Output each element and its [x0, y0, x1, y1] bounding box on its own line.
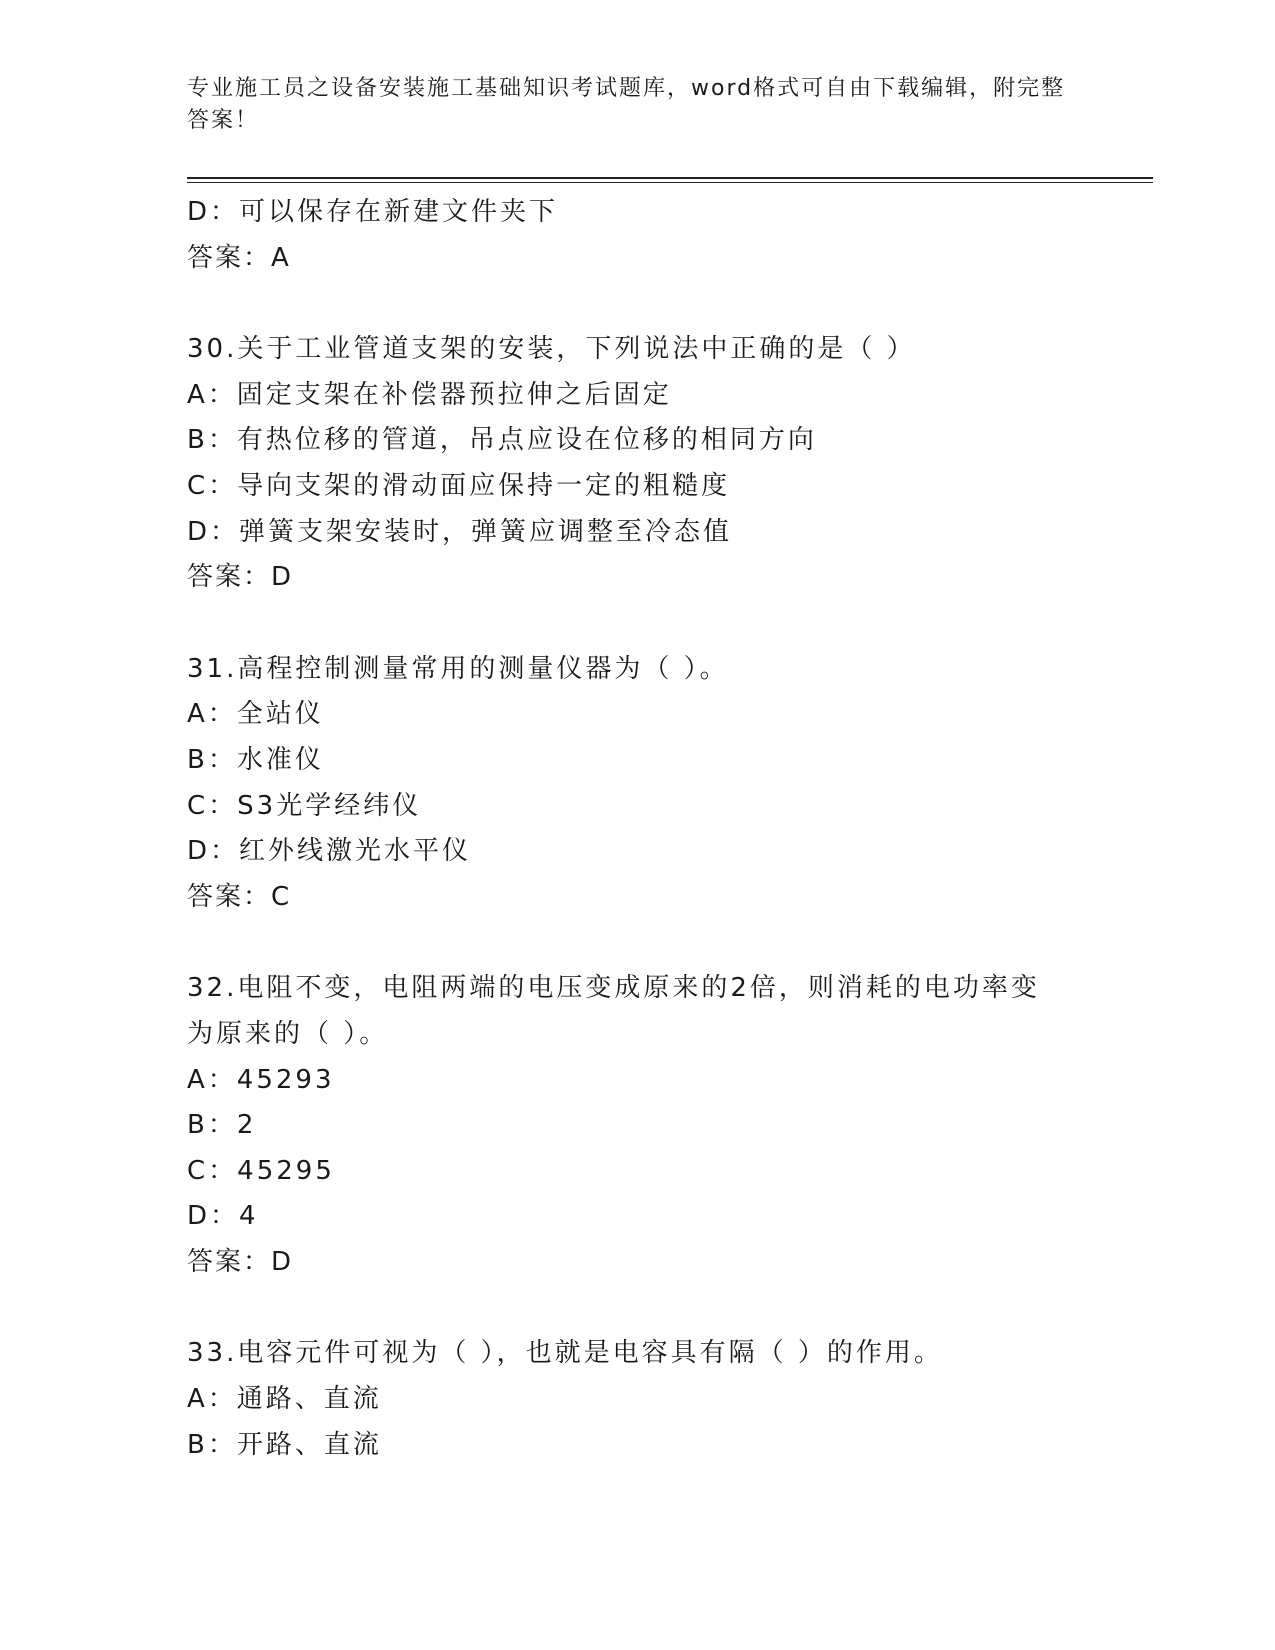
option-line: C：S3光学经纬仪 — [187, 790, 422, 821]
block-spacer — [187, 601, 1147, 647]
option-line: B：2 — [187, 1110, 257, 1141]
block-spacer — [187, 281, 1147, 327]
question-content — [187, 190, 1147, 1468]
option-line: A：固定支架在补偿器预拉伸之后固定 — [187, 379, 672, 410]
question-block — [187, 966, 1147, 1285]
option-line: D：4 — [187, 1201, 259, 1232]
question-stem: 33.电容元件可视为（ ），也就是电容具有隔（ ）的作用。 — [187, 1338, 943, 1369]
header-text: 专业施工员之设备安装施工基础知识考试题库，word格式可自由下载编辑，附完整答案！ — [187, 76, 1066, 133]
option-line: D：可以保存在新建文件夹下 — [187, 197, 559, 227]
question-block — [187, 1331, 1147, 1468]
block-spacer — [187, 920, 1147, 966]
option-line: D：弹簧支架安装时，弹簧应调整至冷态值 — [187, 516, 733, 547]
answer-line: 答案：A — [187, 242, 291, 273]
question-stem: 31.高程控制测量常用的测量仪器为（ ）。 — [187, 653, 729, 684]
block-spacer — [187, 1285, 1147, 1331]
header-divider-thin — [187, 182, 1153, 183]
answer-line: 答案：D — [187, 562, 294, 593]
option-line: B：水准仪 — [187, 744, 324, 775]
answer-line: 答案：C — [187, 881, 292, 912]
option-line: A：全站仪 — [187, 699, 324, 730]
option-line: C：导向支架的滑动面应保持一定的粗糙度 — [187, 470, 731, 501]
answer-line: 答案：D — [187, 1246, 294, 1277]
question-stem: 32.电阻不变，电阻两端的电压变成原来的2倍，则消耗的电功率变为原来的（ ）。 — [187, 973, 1040, 1049]
header-divider — [187, 177, 1153, 179]
option-line: C：45295 — [187, 1155, 335, 1186]
option-line: B：开路、直流 — [187, 1429, 382, 1460]
question-block — [187, 647, 1147, 921]
document-header — [187, 73, 1087, 137]
option-line: A：通路、直流 — [187, 1384, 382, 1415]
option-line: D：红外线激光水平仪 — [187, 836, 472, 867]
question-stem: 30.关于工业管道支架的安装，下列说法中正确的是（ ） — [187, 334, 916, 365]
question-block — [187, 327, 1147, 601]
option-line: A：45293 — [187, 1064, 335, 1095]
option-line: B：有热位移的管道，吊点应设在位移的相同方向 — [187, 425, 817, 456]
question-block — [187, 190, 1147, 281]
